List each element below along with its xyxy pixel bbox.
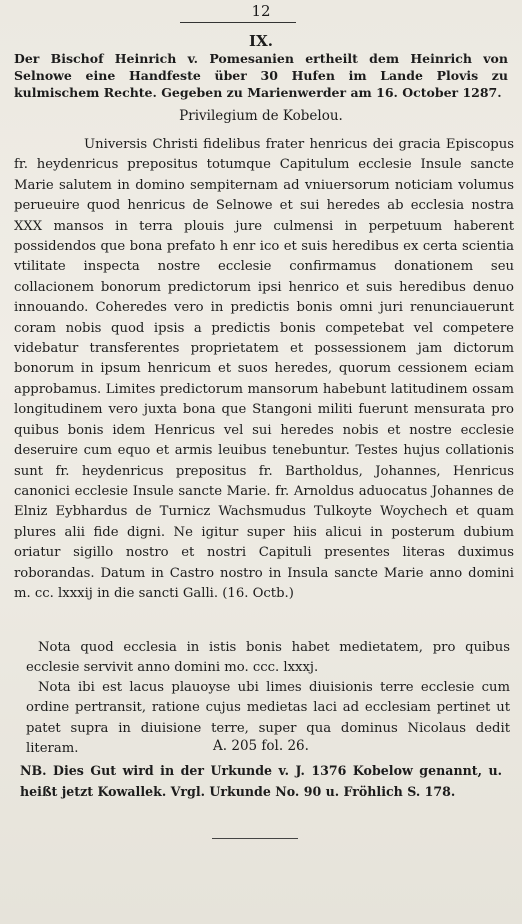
source-reference: A. 205 fol. 26. — [213, 738, 309, 754]
note-lacus: Nota ibi est lacus plauoyse ubi limes diuisionis terre ecclesie cum ordine pertransit, ratione cujus medietas laci ad ecclesiam pertinet ut patet supra in diuisione terre, super qua dominus Nicolaus dedit literam. — [26, 680, 510, 757]
german-summary: Der Bischof Heinrich v. Pomesanien ertheilt dem Heinrich von Selnowe eine Handfeste über 30 Hufen im Lande Plovis zu kulmischem Rechte. Gegeben zu Marienwerder am 16. October 1287. — [14, 51, 508, 100]
charter-title: Privilegium de Kobelou. — [179, 108, 343, 124]
document-number: IX. — [249, 32, 273, 50]
footer-rule — [212, 838, 298, 839]
header-rule — [180, 22, 296, 23]
page-number: 12 — [251, 2, 271, 20]
nb-footnote: NB. Dies Gut wird in der Urkunde v. J. 1376 Kobelow genannt, u. heißt jetzt Kowallek. Vrgl. Urkunde No. 90 u. Fröhlich S. 178. — [20, 763, 502, 799]
note-medietas: Nota quod ecclesia in istis bonis habet medietatem, pro quibus ecclesie servivit anno domini mo. ccc. lxxxj. — [26, 640, 510, 676]
latin-charter-text: Universis Christi fidelibus frater henricus dei gracia Episcopus fr. heydenricus prepositus totumque Capitulum ecclesie Insule sancte Marie salutem in domino sempiternam ad vniuersorum noticiam volumus perueuire quod henricus de Selnowe et sui heredes ab ecclesia nostra XXX mansos in terra plouis jure culmensi in perpetuum haberent possidendos que bona prefato h enr ico et suis heredibus ex certa scientia vtilitate inspecta nostre ecclesie confirmamus donationem seu collacionem bonorum predictorum ipsi henrico et suis heredibus denuo innouando. Coheredes vero in predictis bonis omni juri renunciauerunt coram nobis quod ipsis a predictis bonis competebat vel competere videbatur transferentes proprietatem et possessionem jam dictorum bonorum in ipsum henricum et suos heredes, quorum cessionem eciam approbamus. Limites predictorum mansorum habebunt latitudinem ossam longitudinem vero juxta bona que Stangoni militi fuerunt mensurata pro quibus bonis idem Henricus vel sui heredes nobis et nostre ecclesie deseruire cum equo et armis leuibus tenebuntur. Testes hujus collationis sunt fr. heydenricus prepositus fr. Bartholdus, Johannes, Henricus canonici ecclesie Insule sancte Marie. fr. Arnoldus aduocatus Johannes de Elniz Eybhardus de Turnicz Wachsmudus Tulkoyte Woychech et quam plures alii fide digni. Ne igitur super hiis alicui in posterum dubium oriatur sigillo nostro et nostri Capituli presentes literas duximus roborandas. Datum in Castro nostro in Insula sancte Marie anno domini m. cc. lxxxij in die sancti Galli. (16. Octb.) — [14, 137, 514, 601]
